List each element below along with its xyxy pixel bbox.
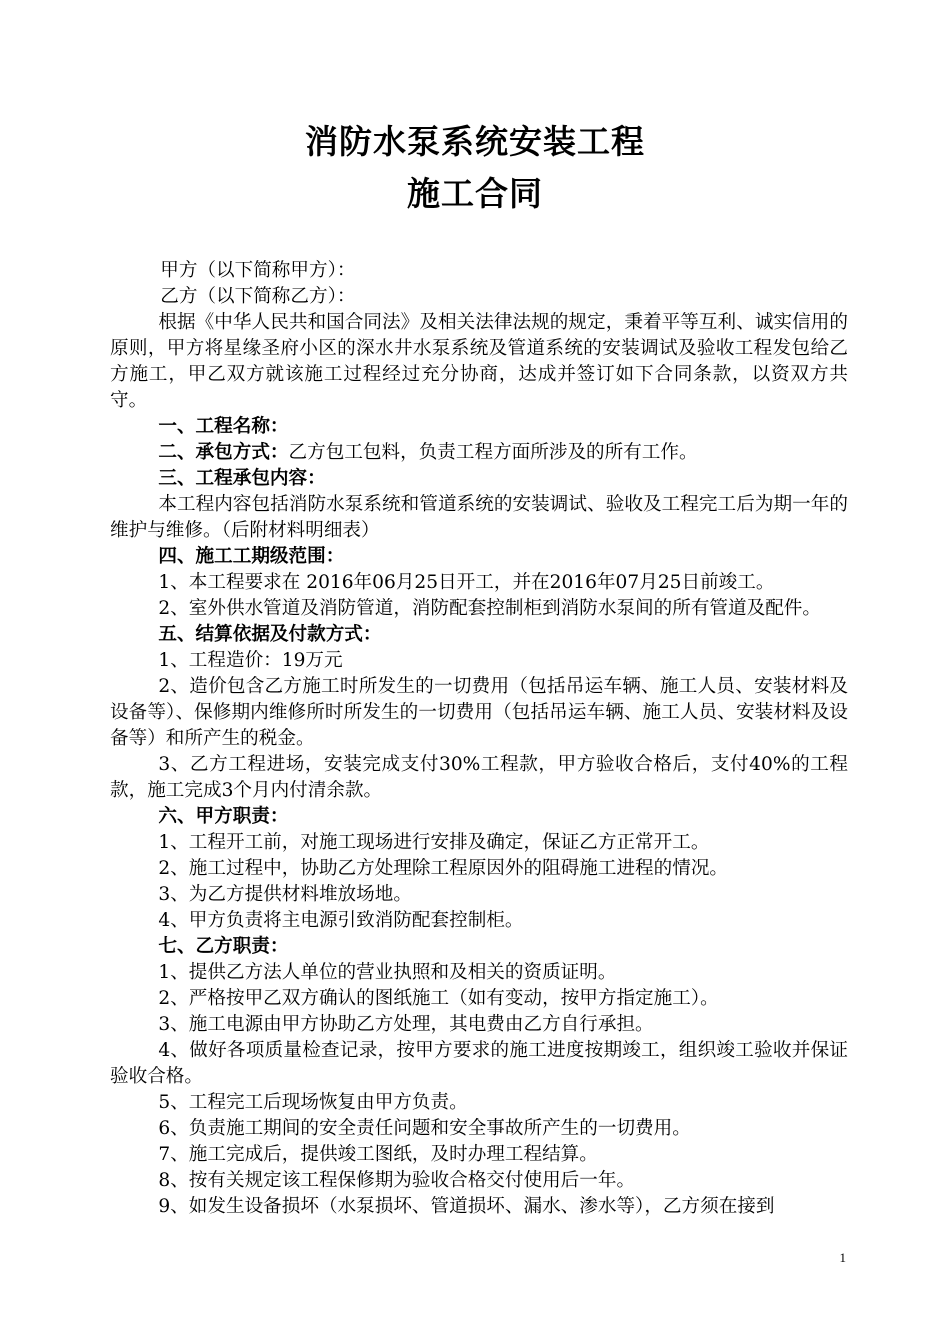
paragraph-sec7-4: 4、做好各项质量检查记录，按甲方要求的施工进度按期竣工，组织竣工验收并保证验收合格。 [110,1040,848,1087]
paragraph-sec6-2: 2、施工过程中，协助乙方处理除工程原因外的阻碍施工进程的情况。 [158,858,729,879]
paragraph-sec1: 一、工程名称： [158,416,289,437]
section-heading: 二、承包方式： [158,442,289,463]
paragraph-sec5: 五、结算依据及付款方式： [158,624,382,645]
page-number: 1 [839,1250,846,1265]
paragraph-sec2 [110,440,848,466]
paragraph-sec3: 三、工程承包内容： [158,468,326,489]
paragraph-sec7-3: 3、施工电源由甲方协助乙方处理，其电费由乙方自行承担。 [158,1014,654,1035]
paragraph-sec7-6: 6、负责施工期间的安全责任问题和安全事故所产生的一切费用。 [158,1118,691,1139]
paragraph-sec7: 七、乙方职责： [158,936,289,957]
paragraph-sec7-8: 8、按有关规定该工程保修期为验收合格交付使用后一年。 [158,1170,636,1191]
document-title-line-2: 施工合同 [407,174,543,213]
paragraph-sec4-2: 2、室外供水管道及消防管道，消防配套控制柜到消防水泵间的所有管道及配件。 [158,598,821,619]
paragraph-sec3-body: 本工程内容包括消防水泵系统和管道系统的安装调试、验收及工程完工后为期一年的维护与维修。（后附材料明细表） [110,494,848,541]
document-title-line-1: 消防水泵系统安装工程 [305,122,645,161]
paragraph-sec7-5: 5、工程完工后现场恢复由甲方负责。 [158,1092,468,1113]
section-text: 乙方包工包料，负责工程方面所涉及的所有工作。 [288,442,698,463]
paragraph-sec7-2: 2、严格按甲乙双方确认的图纸施工（如有变动，按甲方指定施工）。 [158,988,719,1009]
paragraph-sec7-7: 7、施工完成后，提供竣工图纸，及时办理工程结算。 [158,1144,598,1165]
paragraph-sec5-3: 3、乙方工程进场，安装完成支付30%工程款，甲方验收合格后，支付40%的工程款，施工完成3个月内付清余款。 [110,754,848,801]
paragraph-sec5-1: 1、工程造价：19万元 [158,650,343,671]
paragraph-sec5-2: 2、造价包含乙方施工时所发生的一切费用（包括吊运车辆、施工人员、安装材料及设备等）、保修期内维修所时所发生的一切费用（包括吊运车辆、施工人员、安装材料及设备等）和所产生的税金。 [110,676,848,749]
paragraph-sec6-4: 4、甲方负责将主电源引致消防配套控制柜。 [158,910,524,931]
paragraph-sec6-3: 3、为乙方提供材料堆放场地。 [158,884,412,905]
paragraph-sec6: 六、甲方职责： [158,806,289,827]
paragraph-sec4-1: 1、本工程要求在 2016年06月25日开工，并在2016年07月25日前竣工。 [158,572,775,593]
contract-body [110,258,848,1220]
paragraph-preamble: 根据《中华人民共和国合同法》及相关法律法规的规定，秉着平等互利、诚实信用的原则，甲方将星缘圣府小区的深水井水泵系统及管道系统的安装调试及验收工程发包给乙方施工，甲乙双方就该施工过程经过充分协商，达成并签订如下合同条款，以资双方共守。 [110,312,848,411]
paragraph-party-a: 甲方（以下简称甲方）： [160,260,356,281]
paragraph-sec4: 四、施工工期级范围： [158,546,345,567]
paragraph-sec7-1: 1、提供乙方法人单位的营业执照和及相关的资质证明。 [158,962,617,983]
paragraph-sec7-9: 9、如发生设备损坏（水泵损坏、管道损坏、漏水、渗水等），乙方须在接到 [158,1196,775,1217]
paragraph-sec6-1: 1、工程开工前，对施工现场进行安排及确定，保证乙方正常开工。 [158,832,710,853]
paragraph-party-b: 乙方（以下简称乙方）： [160,286,356,307]
